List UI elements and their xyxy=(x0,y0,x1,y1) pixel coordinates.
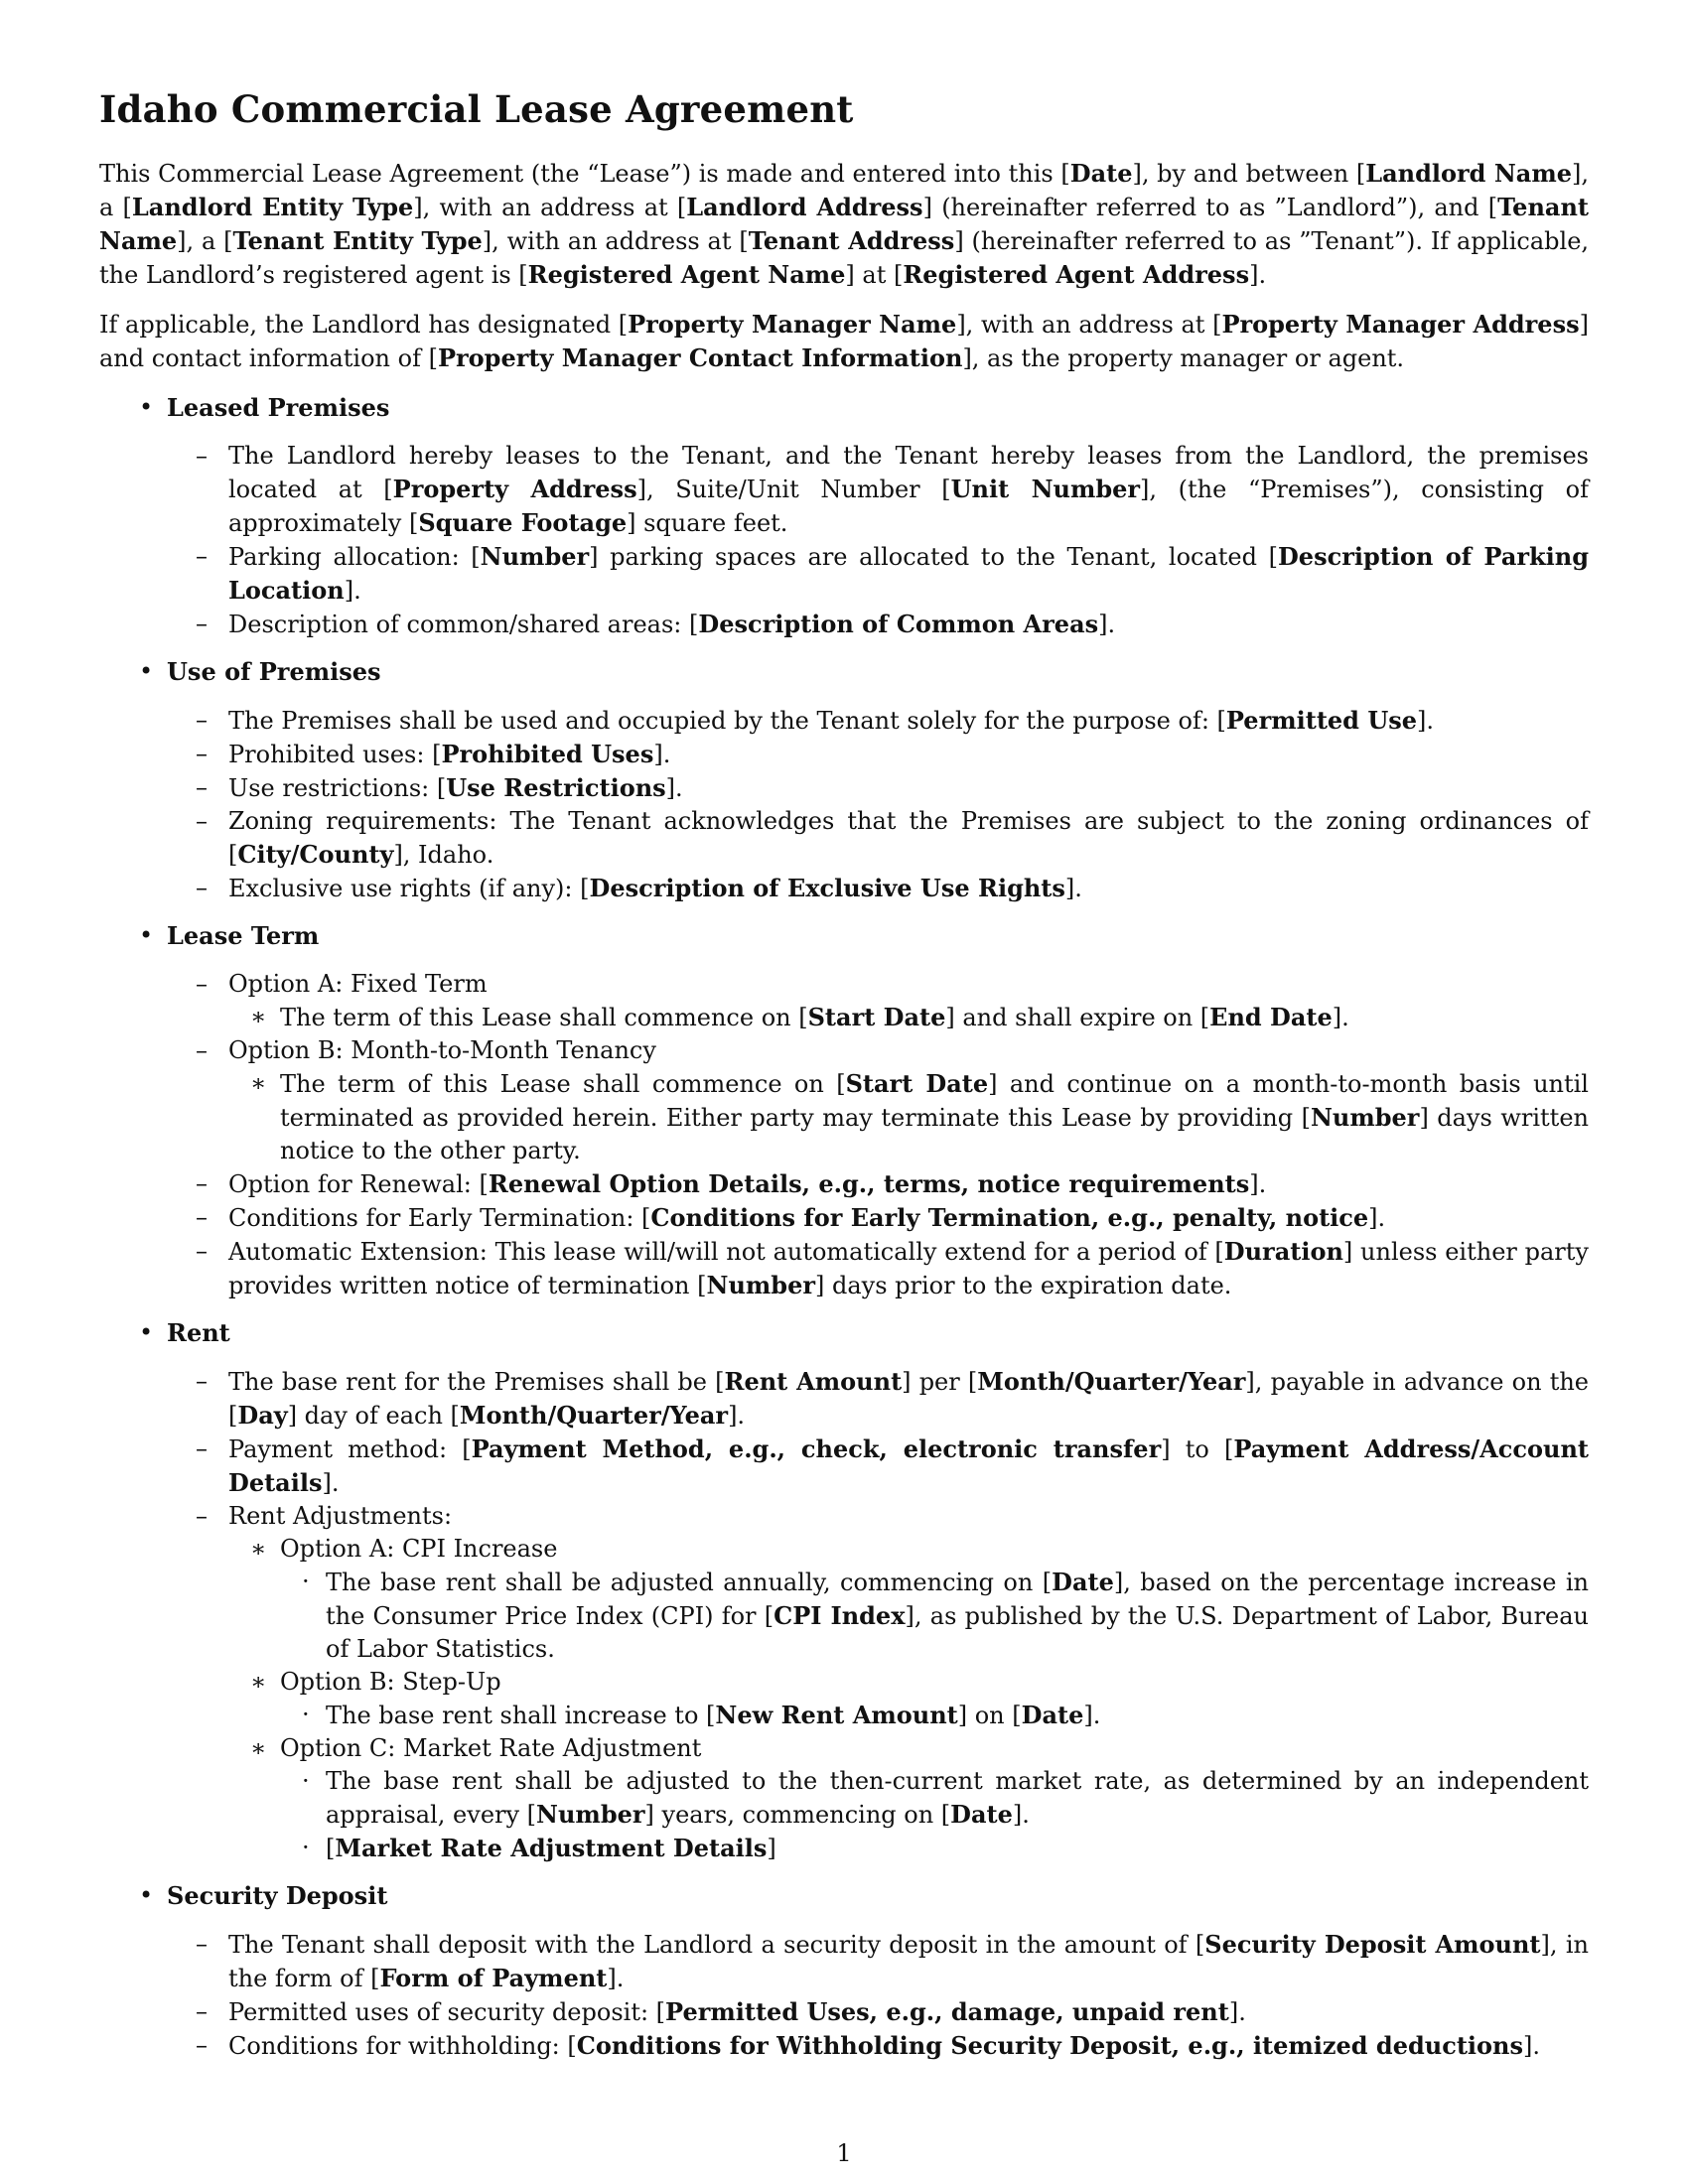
placeholder-field: Property Manager Name xyxy=(628,310,957,339)
list-marker: · xyxy=(302,1767,310,1795)
list-item xyxy=(280,1832,1589,1865)
placeholder-field: Square Footage xyxy=(418,508,628,537)
placeholder-field: Rent Amount xyxy=(724,1367,903,1396)
section-items xyxy=(99,1365,1589,1865)
list-item xyxy=(228,1001,1589,1034)
placeholder-field: Permitted Use xyxy=(1225,706,1418,735)
list-item xyxy=(167,1500,1589,1865)
placeholder-field: Registered Agent Address xyxy=(903,260,1250,289)
list-item-text: The Premises shall be used and occupied by the Tenant solely for the purpose of: [Permitted Use]. xyxy=(228,706,1435,735)
list-marker: – xyxy=(196,773,208,801)
list-item-text: The base rent shall be adjusted annually, commencing on [Date], based on the percentage increase in the Consumer Price Index (CPI) for [CPI Index], as published by the U.S. Department of Labor, Bureau of Labor Statistics. xyxy=(326,1568,1590,1663)
list-item-text: Conditions for withholding: [Conditions for Withholding Security Deposit, e.g., itemized deductions]. xyxy=(228,2031,1540,2060)
placeholder-field: Landlord Address xyxy=(686,193,923,221)
placeholder-field: Number xyxy=(536,1800,645,1829)
placeholder-field: Renewal Option Details, e.g., terms, notice requirements xyxy=(488,1169,1250,1198)
list-item-text: Option A: Fixed Term xyxy=(228,970,488,998)
placeholder-field: Payment Method, e.g., check, electronic transfer xyxy=(471,1434,1162,1463)
list-item-text: Payment method: [Payment Method, e.g., check, electronic transfer] to [Payment Address/Account Details]. xyxy=(228,1434,1589,1497)
list-item-text: Conditions for Early Termination: [Conditions for Early Termination, e.g., penalty, notice]. xyxy=(228,1203,1386,1232)
placeholder-field: Tenant Entity Type xyxy=(232,226,483,255)
list-marker: – xyxy=(196,1169,208,1197)
placeholder-field: Landlord Entity Type xyxy=(131,193,414,221)
sections-list xyxy=(99,391,1589,2063)
list-item-text: [Market Rate Adjustment Details] xyxy=(326,1834,776,1862)
list-marker: ∗ xyxy=(250,1734,267,1762)
placeholder-field: Property Manager Address xyxy=(1221,310,1580,339)
placeholder-field: Tenant Name xyxy=(99,193,1589,255)
list-item xyxy=(167,771,1589,805)
list-marker: – xyxy=(196,807,208,835)
section-title: Rent xyxy=(167,1318,230,1347)
section-security-deposit xyxy=(99,1879,1589,2063)
list-item xyxy=(167,2029,1589,2063)
list-marker: · xyxy=(302,1701,310,1728)
placeholder-field: Conditions for Withholding Security Deposit, e.g., itemized deductions xyxy=(576,2031,1523,2060)
list-marker: – xyxy=(196,442,208,470)
list-item xyxy=(167,872,1589,905)
section-lease-term xyxy=(99,919,1589,1302)
list-item xyxy=(167,1365,1589,1433)
placeholder-field: Number xyxy=(480,542,590,571)
list-marker: · xyxy=(302,1834,310,1861)
bullet-marker: • xyxy=(139,921,154,949)
placeholder-field: New Rent Amount xyxy=(715,1701,958,1729)
bullet-marker: • xyxy=(139,1318,154,1346)
placeholder-field: Duration xyxy=(1223,1237,1343,1266)
list-item xyxy=(167,440,1589,540)
section-items xyxy=(99,968,1589,1302)
list-item xyxy=(167,1928,1589,1995)
section-rent xyxy=(99,1316,1589,1865)
list-item xyxy=(167,540,1589,608)
placeholder-field: Description of Parking Location xyxy=(228,542,1589,605)
list-item-text: The Landlord hereby leases to the Tenant, and the Tenant hereby leases from the Landlord, the premises located at [Property Address], Suite/Unit Number [Unit Number], (the “Premises”), consisting of approximately [Square Footage] square feet. xyxy=(228,442,1589,537)
placeholder-field: Property Manager Contact Information xyxy=(437,343,963,372)
placeholder-field: Security Deposit Amount xyxy=(1204,1930,1541,1959)
placeholder-field: Number xyxy=(1310,1103,1420,1132)
list-item-text: The term of this Lease shall commence on [Start Date] and continue on a month-to-month basis until terminated as provided herein. Either party may terminate this Lease by providing [Number] days written notice to the other party. xyxy=(280,1069,1589,1164)
section-items xyxy=(99,440,1589,641)
list-marker: ∗ xyxy=(250,1003,267,1030)
list-marker: – xyxy=(196,740,208,767)
list-item xyxy=(167,805,1589,872)
placeholder-field: Prohibited Uses xyxy=(441,740,654,768)
placeholder-field: Landlord Name xyxy=(1365,159,1572,188)
list-item-text: Option for Renewal: [Renewal Option Details, e.g., terms, notice requirements]. xyxy=(228,1169,1267,1198)
list-item xyxy=(280,1765,1589,1832)
placeholder-field: CPI Index xyxy=(774,1601,906,1630)
list-marker: – xyxy=(196,1237,208,1265)
placeholder-field: Date xyxy=(1021,1701,1084,1729)
list-item xyxy=(167,738,1589,771)
intro-paragraph-1: This Commercial Lease Agreement (the “Lease”) is made and entered into this [Date], by and between [Landlord Name], a [Landlord Entity Type], with an address at [Landlord Address] (hereinafter referred to as ”Landlord”), and [Tenant Name], a [Tenant Entity Type], with an address at [Tenant Address] (hereinafter referred to as ”Tenant”). If applicable, the Landlord’s registered agent is [Registered Agent Name] at [Registered Agent Address]. xyxy=(99,159,1590,289)
bullet-marker: • xyxy=(139,393,154,421)
list-item xyxy=(280,1699,1589,1732)
list-item-text: Automatic Extension: This lease will/will not automatically extend for a period of [Duration] unless either party provides written notice of termination [Number] days prior to the expiration date. xyxy=(228,1237,1589,1299)
placeholder-field: Market Rate Adjustment Details xyxy=(335,1834,768,1862)
list-item xyxy=(167,704,1589,738)
list-marker: – xyxy=(196,1367,208,1395)
placeholder-field: Start Date xyxy=(807,1003,946,1031)
list-marker: – xyxy=(196,970,208,998)
placeholder-field: Description of Exclusive Use Rights xyxy=(589,874,1065,902)
section-items xyxy=(99,704,1589,905)
section-title: Use of Premises xyxy=(167,657,381,686)
section-title: Leased Premises xyxy=(167,393,390,422)
list-item-text: The base rent shall be adjusted to the then-current market rate, as determined by an independent appraisal, every [Number] years, commencing on [Date]. xyxy=(326,1767,1589,1829)
list-marker: ∗ xyxy=(250,1535,267,1563)
list-marker: – xyxy=(196,1036,208,1064)
list-marker: – xyxy=(196,1434,208,1462)
placeholder-field: Date xyxy=(1052,1568,1114,1596)
placeholder-field: Form of Payment xyxy=(379,1964,608,1992)
placeholder-field: Property Address xyxy=(392,475,637,503)
placeholder-field: Use Restrictions xyxy=(446,773,666,802)
list-item-text: Parking allocation: [Number] parking spaces are allocated to the Tenant, located [Description of Parking Location]. xyxy=(228,542,1589,605)
list-marker: – xyxy=(196,1930,208,1958)
list-item-text: Option A: CPI Increase xyxy=(280,1535,558,1563)
list-item xyxy=(167,1433,1589,1500)
list-item xyxy=(167,608,1589,641)
list-marker: – xyxy=(196,1502,208,1530)
list-item xyxy=(167,1167,1589,1201)
list-item xyxy=(228,1666,1589,1732)
bullet-marker: • xyxy=(139,1881,154,1909)
placeholder-field: Tenant Address xyxy=(748,226,955,255)
list-marker: – xyxy=(196,2031,208,2059)
list-item-text: Zoning requirements: The Tenant acknowledges that the Premises are subject to the zoning ordinances of [City/County], Idaho. xyxy=(228,807,1589,869)
placeholder-field: City/County xyxy=(237,840,394,869)
list-item-text: Use restrictions: [Use Restrictions]. xyxy=(228,773,683,802)
list-item-text: Description of common/shared areas: [Description of Common Areas]. xyxy=(228,610,1116,638)
placeholder-field: Unit Number xyxy=(950,475,1141,503)
document-title: Idaho Commercial Lease Agreement xyxy=(99,87,854,131)
list-item xyxy=(280,1566,1589,1666)
placeholder-field: Registered Agent Name xyxy=(527,260,846,289)
list-item-text: The Tenant shall deposit with the Landlord a security deposit in the amount of [Security Deposit Amount], in the form of [Form of Payment]. xyxy=(228,1930,1589,1992)
list-marker: – xyxy=(196,1997,208,2025)
list-item xyxy=(167,1201,1589,1235)
placeholder-field: Description of Common Areas xyxy=(698,610,1099,638)
section-title: Security Deposit xyxy=(167,1881,388,1910)
document-page xyxy=(99,87,1589,2063)
list-item-text: The base rent shall increase to [New Rent Amount] on [Date]. xyxy=(326,1701,1101,1729)
list-marker: – xyxy=(196,706,208,734)
list-marker: – xyxy=(196,610,208,637)
list-item-text: The base rent for the Premises shall be [Rent Amount] per [Month/Quarter/Year], payable in advance on the [Day] day of each [Month/Quarter/Year]. xyxy=(228,1367,1589,1430)
list-item xyxy=(167,1235,1589,1302)
list-marker: – xyxy=(196,874,208,901)
list-item xyxy=(167,968,1589,1034)
placeholder-field: Conditions for Early Termination, e.g., penalty, notice xyxy=(650,1203,1369,1232)
list-item xyxy=(228,1732,1589,1865)
list-marker: – xyxy=(196,542,208,570)
placeholder-field: Start Date xyxy=(845,1069,989,1098)
placeholder-field: Date xyxy=(950,1800,1013,1829)
list-item-text: Option B: Step-Up xyxy=(280,1668,501,1696)
placeholder-field: Date xyxy=(1069,159,1133,188)
section-title: Lease Term xyxy=(167,921,320,950)
placeholder-field: Permitted Uses, e.g., damage, unpaid rent xyxy=(665,1997,1229,2026)
placeholder-field: Number xyxy=(706,1271,815,1299)
list-item-text: Rent Adjustments: xyxy=(228,1502,453,1530)
list-item-text: Option C: Market Rate Adjustment xyxy=(280,1734,702,1762)
placeholder-field: Month/Quarter/Year xyxy=(459,1401,729,1430)
section-items xyxy=(99,1928,1589,2063)
list-marker: · xyxy=(302,1568,310,1595)
placeholder-field: Payment Address/Account Details xyxy=(228,1434,1589,1497)
list-item-text: The term of this Lease shall commence on [Start Date] and shall expire on [End Date]. xyxy=(280,1003,1349,1031)
section-use-of-premises xyxy=(99,655,1589,905)
list-item xyxy=(167,1995,1589,2029)
list-item-text: Option B: Month-to-Month Tenancy xyxy=(228,1036,656,1064)
list-item xyxy=(228,1067,1589,1167)
list-marker: ∗ xyxy=(250,1668,267,1696)
list-item-text: Permitted uses of security deposit: [Permitted Uses, e.g., damage, unpaid rent]. xyxy=(228,1997,1246,2026)
list-item-text: Exclusive use rights (if any): [Description of Exclusive Use Rights]. xyxy=(228,874,1082,902)
section-leased-premises xyxy=(99,391,1589,641)
intro-paragraph-2: If applicable, the Landlord has designated [Property Manager Name], with an address at [Property Manager Address] and contact information of [Property Manager Contact Information], as the property manager or agent. xyxy=(99,310,1589,372)
list-marker: ∗ xyxy=(250,1069,267,1097)
page-number: 1 xyxy=(836,2139,852,2167)
list-item-text: Prohibited uses: [Prohibited Uses]. xyxy=(228,740,671,768)
list-item xyxy=(167,1034,1589,1167)
list-marker: – xyxy=(196,1203,208,1231)
placeholder-field: End Date xyxy=(1209,1003,1333,1031)
bullet-marker: • xyxy=(139,657,154,685)
list-item xyxy=(228,1533,1589,1666)
placeholder-field: Day xyxy=(237,1401,288,1430)
placeholder-field: Month/Quarter/Year xyxy=(977,1367,1246,1396)
